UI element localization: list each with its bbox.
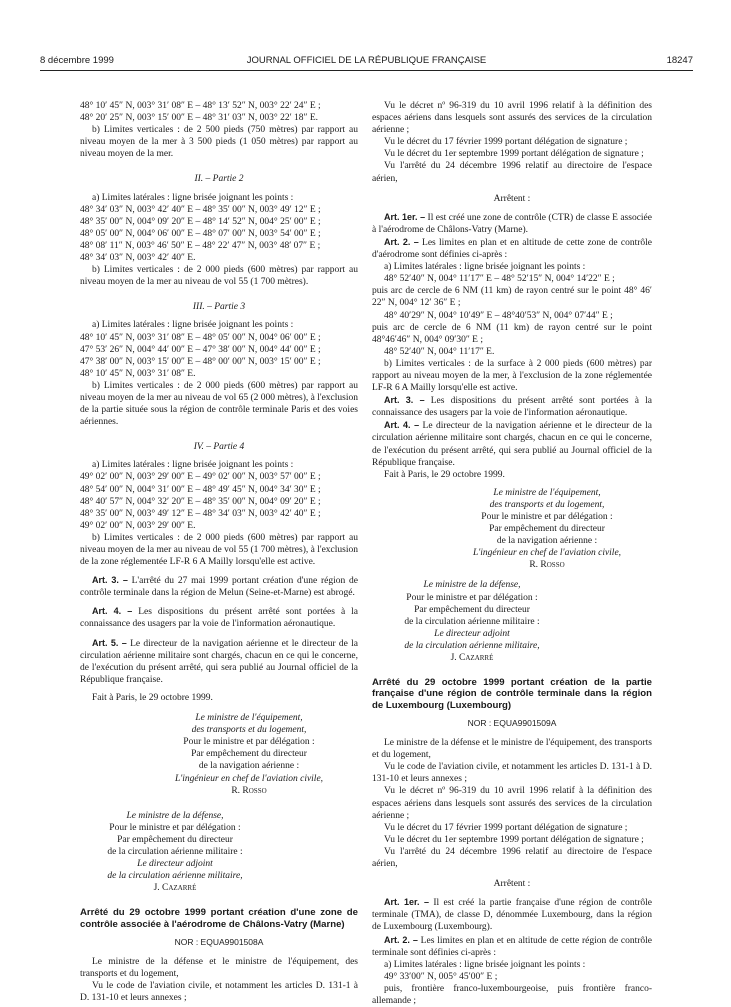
arrete-title: Arrêté du 29 octobre 1999 portant création d'une zone de contrôle associée à l'aérodrome de Châlons-Vatry (Marne) xyxy=(80,907,358,930)
article-label: Art. 3. – xyxy=(384,395,425,406)
article-text: L'arrêté du 27 mai 1999 portant création d'une région de contrôle terminale dans la région de Melun (Seine-et-Marne) est abrogé. xyxy=(80,576,358,599)
article-text: Les limites en plan et en altitude de cette région de contrôle terminale sont définies ci-après : xyxy=(372,935,652,958)
nor-reference: NOR : EQUA9901508A xyxy=(174,936,264,947)
coord-line: puis arc de cercle de 6 NM (11 km) de rayon centré sur le point 48°46′46″ N, 004° 09′30″ E ; xyxy=(372,322,652,345)
signatory-line: de la navigation aérienne : xyxy=(198,761,300,772)
article-label: Art. 2. – xyxy=(384,934,418,945)
header-date: 8 décembre 1999 xyxy=(40,55,114,66)
lateral-limits: a) Limites latérales : ligne brisée joignant les points : xyxy=(92,320,294,331)
nor-reference: NOR : EQUA9901509A xyxy=(467,718,557,729)
coord-line: 48° 40′ 57″ N, 004° 32′ 20″ E – 48° 35′ 00″ N, 004° 09′ 20″ E ; xyxy=(80,496,321,507)
preamble: Vu le décret du 1er septembre 1999 portant délégation de signature ; xyxy=(384,149,644,160)
signatory-title: Le directeur adjoint xyxy=(137,859,213,870)
article-4 xyxy=(372,419,652,468)
signatory-title: L'ingénieur en chef de l'aviation civile, xyxy=(472,548,622,559)
signature-block-defense xyxy=(80,810,270,895)
header-page-number: 18247 xyxy=(666,55,693,66)
article-2 xyxy=(372,236,652,261)
coord-line: 48° 10′ 45″ N, 003° 31′ 08″ E – 48° 13′ 52″ N, 003° 22′ 24″ E ; xyxy=(80,101,321,111)
preamble: Vu le décret nº 96-319 du 10 avril 1996 relatif à la définition des espaces aériens dans lesquels sont assurés des services de la circulation aérienne ; xyxy=(372,101,652,136)
signatory-line: Par empêchement du directeur xyxy=(489,524,605,535)
signatory-line: Pour le ministre et par délégation : xyxy=(406,592,538,603)
coord-line: 48° 20′ 25″ N, 003° 15′ 00″ E – 48° 31′ 03″ N, 003° 22′ 18″ E. xyxy=(80,113,319,124)
coord-line: 48° 10′ 45″ N, 003° 31′ 08″ E – 48° 05′ 00″ N, 004° 06′ 00″ E ; xyxy=(80,332,321,343)
signatory-name: J. Cazarré xyxy=(450,653,494,664)
preamble: Vu le décret du 17 février 1999 portant délégation de signature ; xyxy=(384,822,628,833)
coord-line: 47° 38′ 00″ N, 003° 15′ 00″ E – 48° 00′ 00″ N, 003° 15′ 00″ E ; xyxy=(80,356,321,367)
right-column xyxy=(372,100,652,1007)
signatory-line: Pour le ministre et par délégation : xyxy=(481,512,613,522)
signatory-title: Le ministre de la défense, xyxy=(423,580,521,591)
article-3 xyxy=(372,394,652,419)
vertical-limits: b) Limites verticales : de 2 000 pieds (600 mètres) par rapport au niveau moyen de la mer au niveau de vol 65 (2 000 mètres), à l'exclusion de la partie située sous la région de contrôle terminale Paris et des voies aériennes. xyxy=(80,380,358,428)
signatory-title: Le ministre de l'équipement, xyxy=(195,713,303,724)
signature-block-equipement xyxy=(80,712,358,797)
signatory-line: Pour le ministre et par délégation : xyxy=(183,737,315,748)
preamble: Vu le code de l'aviation civile, et notamment les articles D. 131-1 à D. 131-10 et leurs annexes ; xyxy=(80,981,358,1004)
signature-date: Fait à Paris, le 29 octobre 1999. xyxy=(92,692,213,703)
preamble: Vu le décret du 17 février 1999 portant délégation de signature ; xyxy=(384,137,628,148)
vertical-limits: b) Limites verticales : de la surface à 2 000 pieds (600 mètres) par rapport au niveau moyen de la mer, à l'exclusion de la zone réglementée LF-R 6 A Mailly lorsqu'elle est active. xyxy=(372,358,652,394)
article-text: Le directeur de la navigation aérienne et le directeur de la circulation aérienne militaire sont chargés, chacun en ce qui le concerne, de l'exécution du présent arrêté, qui sera publié au Journal officiel de la République française. xyxy=(372,421,652,468)
preamble: Vu le code de l'aviation civile, et notamment les articles D. 131-1 à D. 131-10 et leurs annexes ; xyxy=(372,762,652,785)
signature-date: Fait à Paris, le 29 octobre 1999. xyxy=(384,469,505,480)
signatory-title: des transports et du logement, xyxy=(489,499,605,510)
article-1 xyxy=(372,896,652,933)
section-title: III. – Partie 3 xyxy=(192,302,246,313)
section-title: II. – Partie 2 xyxy=(194,174,244,185)
coord-line: 48° 08′ 11″ N, 003° 46′ 50″ E – 48° 22′ 47″ N, 003° 48′ 07″ E ; xyxy=(80,240,321,251)
preamble: Vu le décret nº 96-319 du 10 avril 1996 relatif à la définition des espaces aériens dans lesquels sont assurés des services de la circulation aérienne ; xyxy=(372,786,652,821)
signatory-title: de la circulation aérienne militaire, xyxy=(404,640,540,651)
coord-line: puis, frontière franco-luxembourgeoise, puis frontière franco-allemande ; xyxy=(372,983,652,1006)
article-label: Art. 5. – xyxy=(92,637,127,648)
signatory-name: R. Rosso xyxy=(529,560,565,571)
coord-line: 48° 34′ 03″ N, 003° 42′ 40″ E – 48° 35′ 00″ N, 003° 49′ 12″ E ; xyxy=(80,204,321,215)
coord-line: 48° 40′29″ N, 004° 10′49″ E – 48°40′53″ N, 004° 07′44″ E ; xyxy=(384,310,613,321)
lateral-limits: a) Limites latérales : ligne brisée joignant les points : xyxy=(384,959,586,970)
preamble: Le ministre de la défense et le ministre de l'équipement, des transports et du logement, xyxy=(80,957,358,980)
signatory-line: de la circulation aérienne militaire : xyxy=(107,846,243,857)
preamble: Vu le décret du 1er septembre 1999 portant délégation de signature ; xyxy=(384,834,644,845)
article-text: Il est créé la partie française d'une région de contrôle terminale (TMA), de classe D, dénommée Luxembourg, dans la région de Luxembourg (Luxembourg). xyxy=(372,898,652,933)
signatory-line: de la circulation aérienne militaire : xyxy=(404,616,540,627)
coord-line: 48° 35′ 00″ N, 003° 49′ 12″ E – 48° 34′ 03″ N, 003° 42′ 40″ E ; xyxy=(80,508,321,519)
article-label: Art. 4. – xyxy=(384,420,420,431)
lateral-limits: a) Limites latérales : ligne brisée joignant les points : xyxy=(92,192,294,203)
article-label: Art. 1er. – xyxy=(384,897,429,908)
coord-line: 48° 54′ 00″ N, 004° 31′ 00″ E – 48° 49′ 45″ N, 004° 34′ 30″ E ; xyxy=(80,484,321,495)
signatory-line: Pour le ministre et par délégation : xyxy=(109,822,241,833)
preamble: Vu l'arrêté du 24 décembre 1996 relatif au directoire de l'espace aérien, xyxy=(372,846,652,870)
signatory-title: des transports et du logement, xyxy=(191,725,307,736)
vertical-limits: b) Limites verticales : de 2 500 pieds (750 mètres) par rapport au niveau moyen de la mer à 3 500 pieds (1 050 mètres) par rapport au niveau moyen de la mer. xyxy=(80,125,358,160)
vertical-limits: b) Limites verticales : de 2 000 pieds (600 mètres) par rapport au niveau moyen de la mer au niveau de vol 55 (1 700 mètres). xyxy=(80,265,358,288)
signatory-name: J. Cazarré xyxy=(153,883,197,894)
signatory-title: L'ingénieur en chef de l'aviation civile, xyxy=(174,773,324,784)
signatory-title: Le directeur adjoint xyxy=(434,628,510,639)
signatory-name: R. Rosso xyxy=(231,785,267,796)
coord-line: puis arc de cercle de 6 NM (11 km) de rayon centré sur le point 48° 46′ 22″ N, 004° 12′ 36″ E ; xyxy=(372,286,652,309)
article-2 xyxy=(372,934,652,959)
page-header xyxy=(40,55,693,69)
coord-line: 47° 53′ 26″ N, 004° 44′ 00″ E – 47° 38′ 00″ N, 004° 44′ 00″ E ; xyxy=(80,344,321,355)
article-text: Il est créé une zone de contrôle (CTR) de classe E associée à l'aérodrome de Châlons-Vatry (Marne). xyxy=(372,212,652,235)
left-column xyxy=(80,100,358,1004)
signatory-line: Par empêchement du directeur xyxy=(414,604,530,615)
header-rule xyxy=(40,70,693,71)
preamble: Vu l'arrêté du 24 décembre 1996 relatif au directoire de l'espace aérien, xyxy=(372,161,652,184)
signatory-title: de la circulation aérienne militaire, xyxy=(107,871,243,882)
signature-block-defense xyxy=(372,579,572,664)
coord-line: 48° 34′ 03″ N, 003° 42′ 40″ E. xyxy=(80,253,196,264)
signatory-line: Par empêchement du directeur xyxy=(117,834,233,845)
preamble: Le ministre de la défense et le ministre de l'équipement, des transports et du logement, xyxy=(372,738,652,761)
coord-line: 48° 05′ 00″ N, 004° 06′ 00″ E – 48° 07′ 00″ N, 003° 54′ 00″ E ; xyxy=(80,228,321,239)
article-5 xyxy=(80,637,358,686)
coord-line: 48° 52′40″ N, 004° 11′17″ E – 48° 52′15″ N, 004° 14′22″ E ; xyxy=(384,274,615,285)
section-title: IV. – Partie 4 xyxy=(193,442,245,453)
coord-line: 49° 02′ 00″ N, 003° 29′ 00″ E. xyxy=(80,520,196,531)
article-4 xyxy=(80,605,358,630)
vertical-limits: b) Limites verticales : de 2 000 pieds (600 mètres) par rapport au niveau moyen de la mer au niveau de vol 55 (1 700 mètres), à l'exclusion de la zone réglementée LF-R 6 A Mailly lorsqu'elle est active. xyxy=(80,532,358,568)
coord-line: 48° 35′ 00″ N, 004° 09′ 20″ E – 48° 14′ 52″ N, 004° 25′ 00″ E ; xyxy=(80,216,321,227)
lateral-limits: a) Limites latérales : ligne brisée joignant les points : xyxy=(92,460,294,471)
signatory-line: Par empêchement du directeur xyxy=(191,749,307,760)
article-label: Art. 4. – xyxy=(92,606,133,617)
arretent: Arrêtent : xyxy=(493,879,531,890)
signature-block-equipement xyxy=(372,487,652,572)
coord-line: 49° 02′ 00″ N, 003° 29′ 00″ E – 49° 02′ 00″ N, 003° 57′ 00″ E ; xyxy=(80,472,321,483)
article-label: Art. 2. – xyxy=(384,236,419,247)
signatory-line: de la navigation aérienne : xyxy=(496,536,598,547)
coord-line: 49° 33′00″ N, 005° 45′00″ E ; xyxy=(384,971,498,982)
coord-line: 48° 10′ 45″ N, 003° 31′ 08″ E. xyxy=(80,368,196,379)
lateral-limits: a) Limites latérales : ligne brisée joignant les points : xyxy=(384,262,586,273)
article-label: Art. 3. – xyxy=(92,575,128,586)
arrete-title: Arrêté du 29 octobre 1999 portant création de la partie française d'une région de contrôle terminale dans la région de Luxembourg (Luxembourg) xyxy=(372,677,652,711)
article-1 xyxy=(372,211,652,236)
header-journal-title: JOURNAL OFFICIEL DE LA RÉPUBLIQUE FRANÇAISE xyxy=(246,55,487,66)
coord-line: 48° 52′40″ N, 004° 11′17″ E. xyxy=(384,346,495,357)
signatory-title: Le ministre de l'équipement, xyxy=(493,487,601,498)
article-3 xyxy=(80,574,358,599)
article-text: Les dispositions du présent arrêté sont portées à la connaissance des usagers par la voie de l'information aéronautique. xyxy=(80,607,358,630)
arretent: Arrêtent : xyxy=(493,193,531,204)
article-text: Les limites en plan et en altitude de cette zone de contrôle d'aérodrome sont définies ci-après : xyxy=(372,237,652,261)
article-label: Art. 1er. – xyxy=(384,211,426,222)
signatory-title: Le ministre de la défense, xyxy=(126,810,224,821)
article-text: Les dispositions du présent arrêté sont portées à la connaissance des usagers par la voie de l'information aéronautique. xyxy=(372,396,652,419)
article-text: Le directeur de la navigation aérienne et le directeur de la circulation aérienne militaire sont chargés, chacun en ce qui le concerne, de l'exécution du présent arrêté, qui sera publié au Journal officiel de la République française. xyxy=(80,638,358,685)
